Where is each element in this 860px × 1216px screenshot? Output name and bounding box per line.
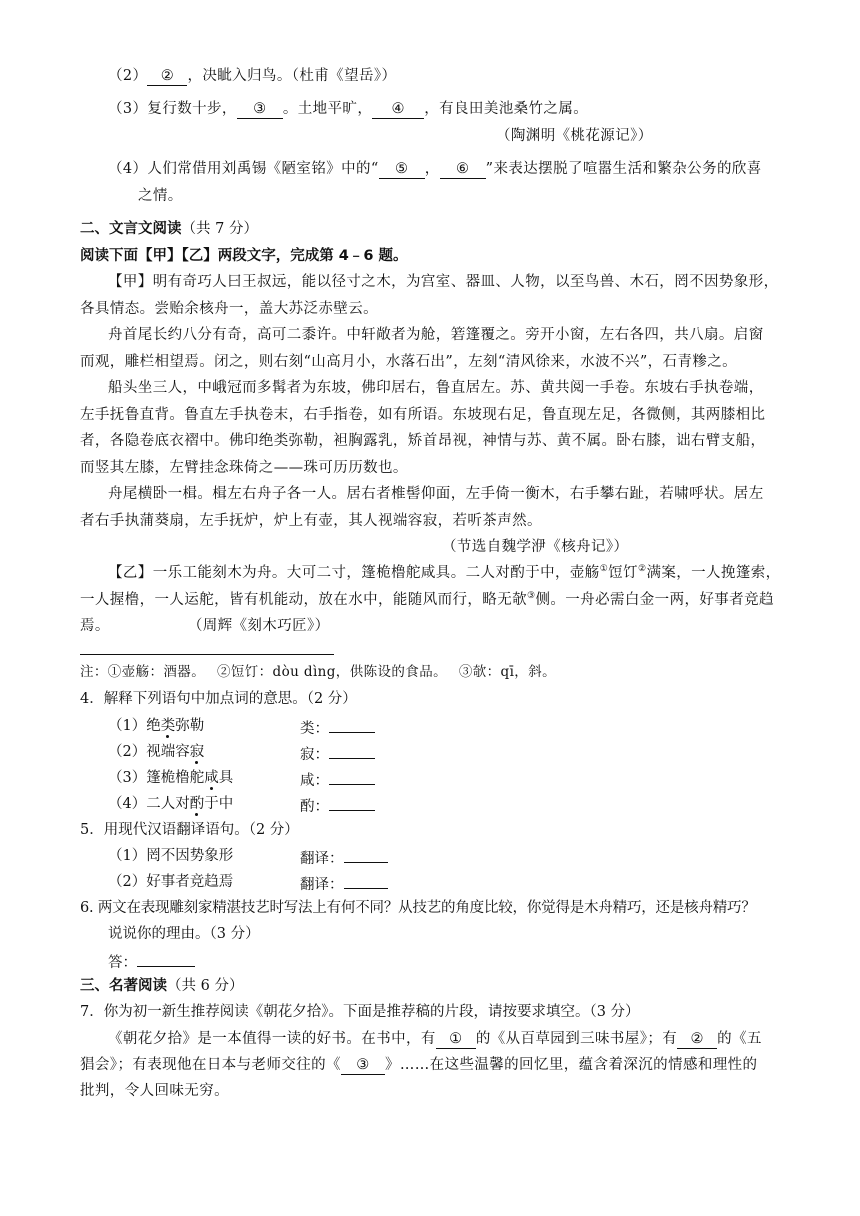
q4-answer-4: 酌：	[300, 794, 375, 817]
jia-para1-line1: 【甲】明有奇巧人曰王叔远，能以径寸之木，为宫室、器皿、人物，以至鸟兽、木石，罔不因势象形，	[108, 274, 779, 290]
q4-item-1: （1）绝类弥勒	[108, 718, 205, 734]
q6-stem-line1: 6. 两文在表现雕刻家精湛技艺时写法上有何不同？从技艺的角度比较，你觉得是木舟精巧，还是核舟精巧？	[80, 900, 756, 916]
poem-q2: （2） ② ，决眦入归鸟。（杜甫《望岳》）	[108, 68, 397, 84]
q7-para-line2: 猖会》；有表现他在日本与老师交往的《 ③ 》……在这些温馨的回忆里，蕴含着深沉的情感和理性的	[80, 1057, 758, 1073]
q5-answer-blank-1[interactable]	[344, 846, 388, 863]
q5-item-2: （2）好事者竞趋焉	[108, 874, 234, 890]
poem-blank-2[interactable]: ②	[147, 67, 187, 86]
q5-answer-blank-2[interactable]	[344, 872, 388, 889]
jia-para3-line4: 而竖其左膝，左臂挂念珠倚之——珠可历历数也。	[80, 460, 408, 476]
q4-answer-blank-3[interactable]	[329, 768, 375, 785]
poem-q3-source: （陶渊明《桃花源记》）	[496, 128, 653, 144]
poem-q4-line2: 之情。	[138, 188, 183, 204]
jia-para3-line2: 左手抚鲁直背。鲁直左手执卷末，右手指卷，如有所语。东坡现右足，鲁直现左足，各微侧，其两膝相比	[80, 407, 766, 423]
q4-answer-blank-1[interactable]	[329, 716, 375, 733]
q5-stem: 5．用现代汉语翻译语句。（2 分）	[80, 822, 299, 838]
poem-blank-3[interactable]: ③	[237, 100, 283, 119]
section3-heading: 三、名著阅读（共 6 分）	[80, 978, 244, 994]
yi-line2: 一人握橹，一人运舵，皆有机能动，放在水中，能随风而行，略无欹③侧。一舟必需白金一两，好事者竞趋	[80, 591, 774, 608]
section2-instruction: 阅读下面【甲】【乙】两段文字，完成第 4﹣6 题。	[80, 248, 408, 264]
q7-blank-1[interactable]: ①	[436, 1030, 476, 1049]
yi-label: 【乙】	[108, 565, 153, 581]
q4-stem: 4．解释下列语句中加点词的意思。（2 分）	[80, 691, 357, 707]
q7-para-line1: 《朝花夕拾》是一本值得一读的好书。在书中，有 ① 的《从百草园到三味书屋》；有 ② 的《五	[108, 1031, 762, 1047]
section2-heading: 二、文言文阅读（共 7 分）	[80, 221, 258, 237]
jia-para4-line1: 舟尾横卧一楫。楫左右舟子各一人。居右者椎髻仰面，左手倚一衡木，右手攀右趾，若啸呼状。居左	[108, 486, 764, 502]
q6-stem-line2: 说说你的理由。（3 分）	[108, 926, 260, 942]
q6-answer: 答：	[108, 950, 195, 973]
jia-para2-line1: 舟首尾长约八分有奇，高可二黍许。中轩敞者为舱，箬篷覆之。旁开小窗，左右各四，共八扇。启窗	[108, 327, 764, 343]
q4-answer-blank-2[interactable]	[329, 742, 375, 759]
q5-item-1: （1）罔不因势象形	[108, 848, 234, 864]
q4-answer-3: 咸：	[300, 768, 375, 791]
q4-item-3: （3）篷桅橹舵咸具	[108, 770, 234, 786]
jia-para4-line2: 者右手执蒲葵扇，左手抚炉，炉上有壶，其人视端容寂，若听茶声然。	[80, 513, 542, 529]
jia-label: 【甲】	[108, 274, 153, 290]
q4-item-4: （4）二人对酌于中	[108, 796, 234, 812]
footnote: 注：①壶觞：酒器。 ②饾饤：dòu dìng，供陈设的食品。 ③欹：qī，斜。	[80, 664, 556, 680]
yi-source: （周辉《刻木巧匠》）	[187, 618, 330, 634]
poem-blank-4[interactable]: ④	[372, 100, 424, 119]
yi-line1: 【乙】一乐工能刻木为舟。大可二寸，篷桅橹舵咸具。二人对酌于中，壶觞①饾饤②满案，一人挽篷索，	[108, 564, 781, 581]
q4-answer-blank-4[interactable]	[329, 794, 375, 811]
yi-line3: 焉。 （周辉《刻木巧匠》）	[80, 618, 330, 634]
poem-q4: （4）人们常借用刘禹锡《陋室铭》中的“ ⑤ ， ⑥ ”来表达摆脱了喧嚣生活和繁杂公务的欣喜	[108, 161, 762, 177]
q7-stem: 7．你为初一新生推荐阅读《朝花夕拾》。下面是推荐稿的片段，请按要求填空。（3 分）	[80, 1004, 640, 1020]
poem-q3: （3）复行数十步， ③ 。土地平旷， ④ ，有良田美池桑竹之属。	[108, 101, 589, 117]
q6-answer-blank[interactable]	[137, 950, 195, 967]
q5-answer-2: 翻译：	[300, 872, 388, 895]
q4-answer-1: 类：	[300, 716, 375, 739]
q4-answer-2: 寂：	[300, 742, 375, 765]
jia-para2-line2: 而观，雕栏相望焉。闭之，则右刻“山高月小，水落石出”，左刻“清风徐来，水波不兴”，石青糁之。	[80, 354, 738, 370]
jia-para1-line2: 各具情态。尝贻余核舟一，盖大苏泛赤壁云。	[80, 301, 378, 317]
q7-blank-2[interactable]: ②	[677, 1030, 717, 1049]
jia-source: （节选自魏学洢《核舟记》）	[442, 539, 629, 555]
q7-para-line3: 批判，令人回味无穷。	[80, 1083, 229, 1099]
poem-blank-5[interactable]: ⑤	[379, 160, 425, 179]
q4-item-2: （2）视端容寂	[108, 744, 205, 760]
footnote-divider	[80, 654, 334, 655]
poem-blank-6[interactable]: ⑥	[440, 160, 486, 179]
q7-blank-3[interactable]: ③	[341, 1056, 385, 1075]
jia-para3-line3: 者，各隐卷底衣褶中。佛印绝类弥勒，袒胸露乳，矫首昂视，神情与苏、黄不属。卧右膝，诎右臂支船，	[80, 433, 766, 449]
jia-para3-line1: 船头坐三人，中峨冠而多髯者为东坡，佛印居右，鲁直居左。苏、黄共阅一手卷。东坡右手执卷端，	[108, 380, 764, 396]
q5-answer-1: 翻译：	[300, 846, 388, 869]
